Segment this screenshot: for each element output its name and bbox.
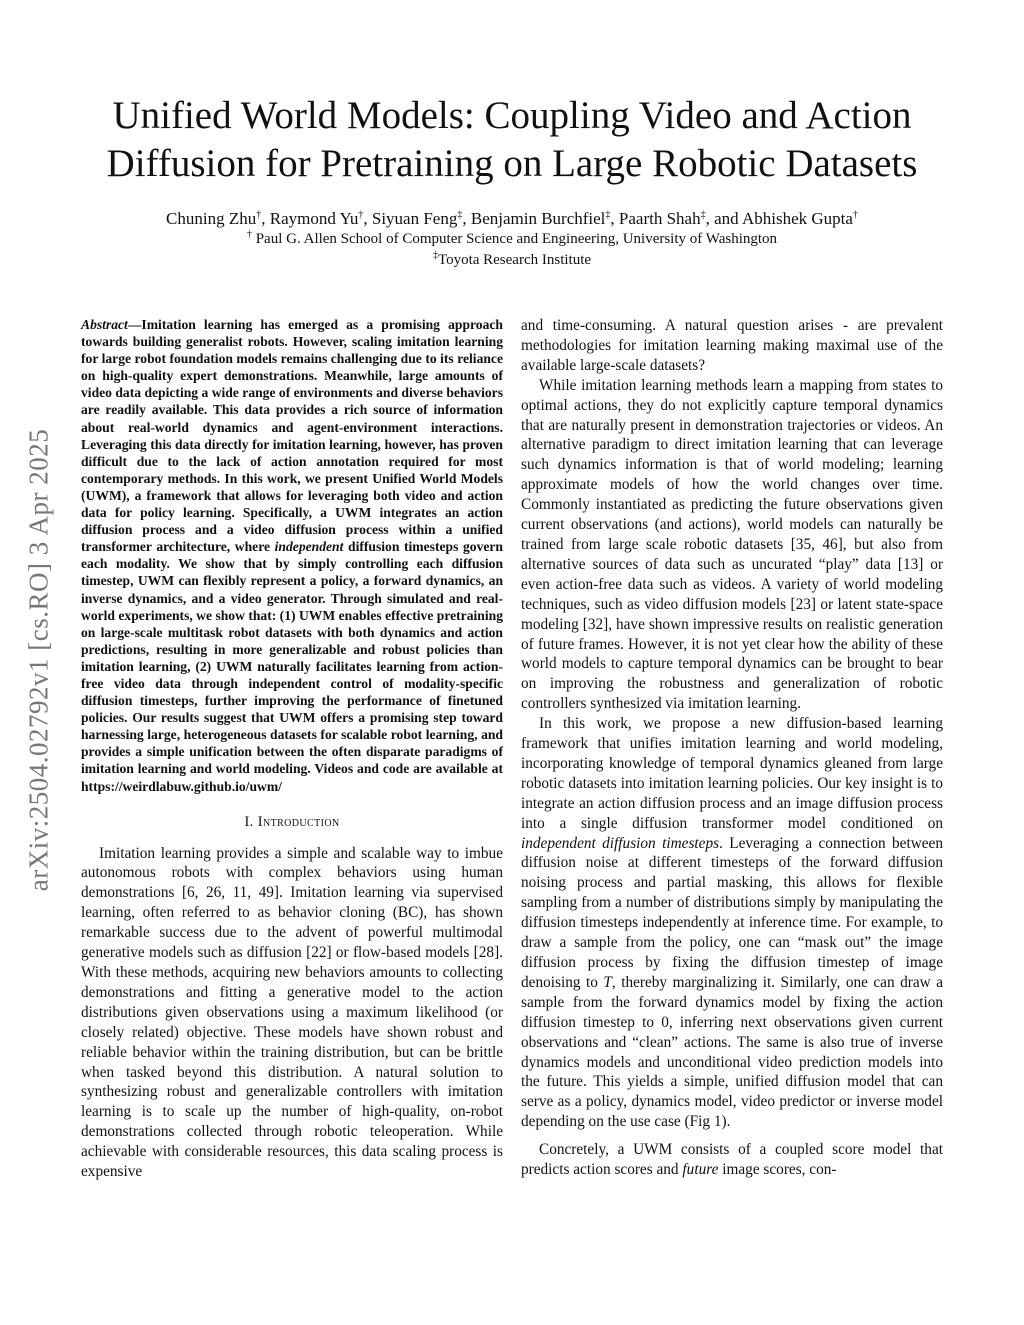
paragraph-text: . Leveraging a connection between diffusion noise at different timesteps of the forward diffusion noising process and partial masking, this allows for flexible sampling from a number of distributions simply by manipulating the diffusion timesteps independently at inference time. For example, to draw a sample from the policy, one can “mask out” the image diffusion process by fixing the diffusion timestep of image denoising to [521, 834, 943, 991]
affiliation-line-2 [60, 250, 964, 271]
author-name: Paarth Shah [618, 209, 701, 228]
affiliation-line-1 [60, 229, 964, 250]
section-heading-introduction: I. Introduction [244, 813, 340, 830]
paragraph-emphasis: future [682, 1161, 719, 1179]
paragraph-text: In this work, we propose a new diffusion-based learning framework that unifies imitation learning and world modeling, incorporating knowledge of temporal dynamics gleaned from large robotic datasets into imitation learning policies. Our key insight is to integrate an action diffusion process and an image diffusion process into a single diffusion transformer model conditioned on [521, 715, 943, 832]
math-symbol: T [603, 973, 612, 991]
paragraph-text: , thereby marginalizing it. Similarly, one can draw a sample from the forward dynamics model by fixing the action diffusion timestep to 0, inferring next observations given current observations and “clean” actions. The same is also true of inverse dynamics models and unconditional video prediction models into the future. This yields a simple, unified diffusion model that can serve as a policy, dynamics model, video predictor or inverse model depending on the use case (Fig 1). [521, 973, 943, 1131]
affiliation-mark: ‡ [605, 209, 611, 221]
author-separator: , [363, 209, 372, 228]
paper-title: Unified World Models: Coupling Video and Action Diffusion for Pretraining on Large Robotic Datasets [106, 94, 918, 185]
affiliation-mark: † [358, 209, 364, 221]
body-paragraph [521, 1140, 943, 1180]
author-separator: , [610, 209, 619, 228]
arxiv-identifier: arXiv:2504.02792v1 [cs.RO] 3 Apr 2025 [23, 428, 54, 892]
paragraph-emphasis: independent diffusion timesteps [521, 834, 720, 852]
paragraph-text: image scores, con- [718, 1161, 837, 1179]
author-list [60, 208, 964, 229]
affiliation-mark: † [852, 209, 858, 221]
abstract-text: Imitation learning has emerged as a promising approach towards building generalist robots. However, scaling imitation learning for large robot foundation models remains challenging due to its reliance on high-quality expert demonstrations. Meanwhile, large amounts of video data depicting a wide range of environments and diverse behaviors are readily available. This data provides a rich source of information about real-world dynamics and agent-environment interactions. Leveraging this data directly for imitation learning, however, has proven difficult due to the lack of action annotation required for most contemporary methods. In this work, we present Unified World Models (UWM), a framework that allows for leveraging both video and action data for policy learning. Specifically, a UWM integrates an action diffusion process and a video diffusion process within a unified transformer architecture, where [81, 317, 503, 555]
body-paragraph [521, 714, 943, 1132]
author-separator: , [462, 209, 471, 228]
author-name: Raymond Yu [269, 209, 359, 228]
author-separator: , [261, 209, 270, 228]
author-block [60, 208, 964, 271]
author-name: Chuning Zhu [166, 209, 257, 228]
affiliation-mark: ‡ [432, 250, 438, 261]
affiliation-text: Toyota Research Institute [437, 252, 592, 268]
paragraph-text: Concretely, a UWM consists of a coupled score model that predicts action scores and [521, 1141, 943, 1179]
arxiv-identifier-sidebar [20, 360, 58, 960]
author-separator: , [705, 209, 715, 228]
author-name: Benjamin Burchfiel [470, 209, 606, 228]
affiliation-mark: † [256, 209, 262, 221]
intro-paragraph: Imitation learning provides a simple and scalable way to imbue autonomous robots with complex behaviors using human demonstrations [6, 26, 11, 49]. Imitation learning via supervised learning, often referred to as behavior cloning (BC), has shown remarkable success due to the advent of powerful multimodal generative models such as diffusion [22] or flow-based models [28]. With these methods, acquiring new behaviors amounts to collecting demonstrations and fitting a generative model to the action distributions given observations using a maximum likelihood (or closely related) objective. These models have shown robust and reliable behavior within the training distribution, but can be brittle when tasked beyond this distribution. A natural solution to synthesizing robust and generalizable controllers with imitation learning is to scale up the number of high-quality, on-robot demonstrations collected through robotic teleoperation. While achievable with considerable resources, this data scaling process is expensive [81, 844, 503, 1181]
author-name: Siyuan Feng [371, 209, 458, 228]
body-paragraph: While imitation learning methods learn a mapping from states to optimal actions, they do not explicitly capture temporal dynamics that are naturally present in demonstration trajectories or videos. An alternative paradigm to direct imitation learning that can leverage such dynamics information is that of world modeling; learning approximate models of how the world changes over time. Commonly instantiated as predicting the future observations given current observations (and actions), world models can naturally be trained from large scale robotic datasets [35, 46], but also from alternative sources of data such as uncurated “play” data [13] or even action-free data such as videos. A variety of world modeling techniques, such as video diffusion models [23] or latent state-space modeling [32], have shown impressive results on realistic generation of future frames. However, it is not yet clear how the ability of these world models to capture temporal dynamics can be brought to bear on improving the robustness and generalization of robotic controllers synthesized via imitation learning. [521, 376, 943, 713]
right-column [521, 316, 943, 1180]
affiliation-text: Paul G. Allen School of Computer Science and Engineering, University of Washington [255, 231, 778, 247]
left-column [81, 316, 503, 1182]
abstract [81, 316, 503, 795]
affiliation-mark: ‡ [700, 209, 706, 221]
body-paragraph: and time-consuming. A natural question arises - are prevalent methodologies for imitation learning making maximal use of the available large-scale datasets? [521, 317, 943, 374]
abstract-emphasis: independent [274, 539, 344, 555]
affiliation-mark: ‡ [457, 209, 463, 221]
affiliation-mark: † [246, 229, 252, 240]
abstract-text: diffusion timesteps govern each modality. We show that by simply controlling each diffusion timestep, UWM can flexibly represent a policy, a forward dynamics, an inverse dynamics, and a video generator. Through simulated and real-world experiments, we show that: (1) UWM enables effective pretraining on large-scale multitask robot datasets with both dynamics and action predictions, resulting in more generalizable and robust policies than imitation learning, (2) UWM naturally facilitates learning from action-free video data through independent control of modality-specific diffusion timesteps, further improving the performance of finetuned policies. Our results suggest that UWM offers a promising step toward harnessing large, heterogeneous datasets for scalable robot learning, and provides a simple unification between the often disparate paradigms of imitation learning and world modeling. Videos and code are available at https://weirdlabuw.github.io/uwm/ [81, 539, 503, 794]
author-name: and Abhishek Gupta [714, 209, 853, 228]
abstract-label: Abstract [81, 317, 128, 332]
abstract-dash: — [127, 317, 142, 332]
